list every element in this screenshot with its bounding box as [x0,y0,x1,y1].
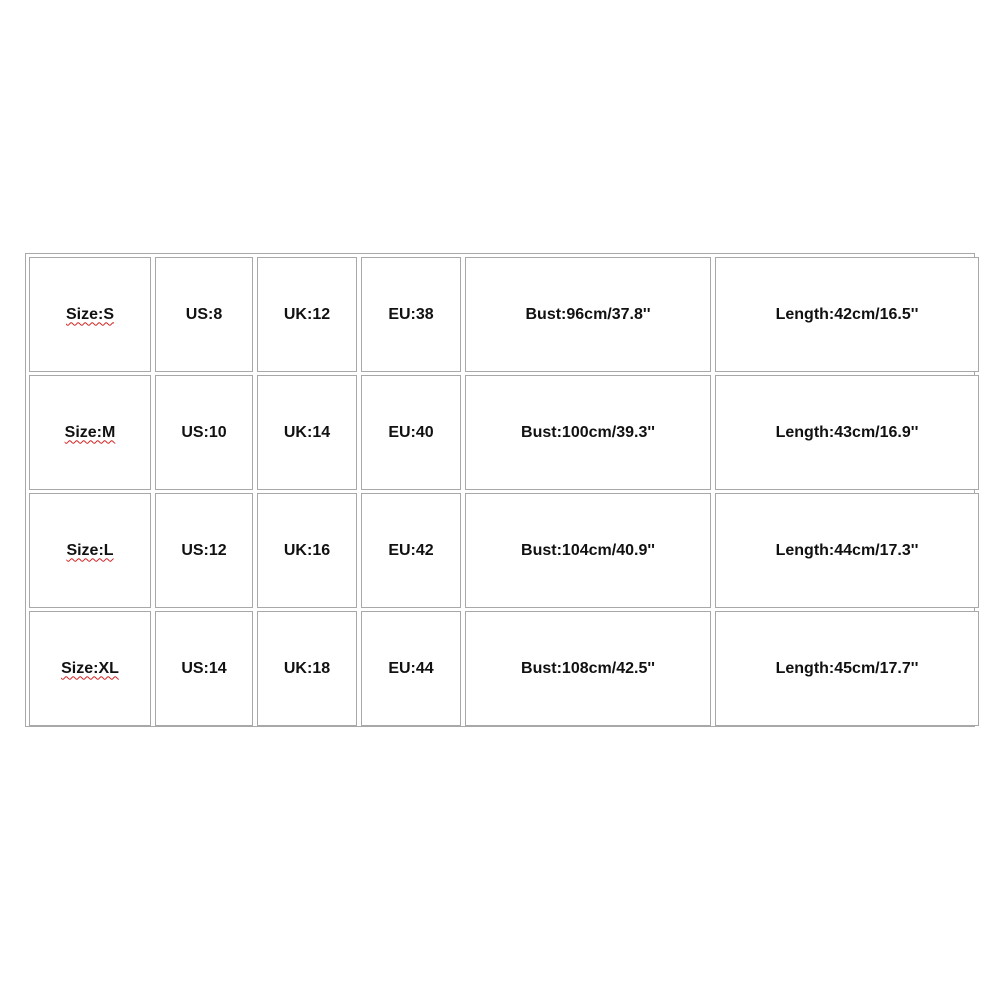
us-size-value: US:10 [181,423,227,441]
bust-cell [465,375,711,490]
length-value: Length:44cm/17.3'' [775,541,919,559]
eu-size-cell [361,375,461,490]
us-size-cell [155,493,253,608]
size-label: Size:XL [61,659,119,677]
us-size-value: US:8 [185,305,223,323]
bust-value: Bust:100cm/39.3'' [521,423,655,441]
bust-value: Bust:104cm/40.9'' [521,541,655,559]
uk-size-cell [257,375,357,490]
eu-size-value: EU:44 [388,659,434,677]
size-label: Size:M [64,423,116,441]
length-value: Length:45cm/17.7'' [775,659,919,677]
length-cell [715,611,979,726]
size-chart-grid [29,257,979,726]
bust-value: Bust:96cm/37.8'' [525,305,651,323]
length-cell [715,257,979,372]
uk-size-cell [257,493,357,608]
size-cell [29,257,151,372]
bust-cell [465,493,711,608]
size-label: Size:S [65,305,114,323]
length-cell [715,375,979,490]
uk-size-cell [257,257,357,372]
us-size-cell [155,375,253,490]
size-chart-table [25,253,975,727]
eu-size-value: EU:38 [388,305,434,323]
uk-size-value: UK:14 [283,423,331,441]
size-cell [29,611,151,726]
uk-size-value: UK:18 [283,659,331,677]
uk-size-cell [257,611,357,726]
us-size-cell [155,257,253,372]
bust-cell [465,611,711,726]
eu-size-cell [361,257,461,372]
size-cell [29,375,151,490]
bust-cell [465,257,711,372]
eu-size-value: EU:42 [388,541,434,559]
eu-size-value: EU:40 [388,423,434,441]
uk-size-value: UK:12 [283,305,331,323]
length-value: Length:43cm/16.9'' [775,423,919,441]
eu-size-cell [361,493,461,608]
us-size-cell [155,611,253,726]
eu-size-cell [361,611,461,726]
bust-value: Bust:108cm/42.5'' [521,659,655,677]
size-label: Size:L [66,541,114,559]
uk-size-value: UK:16 [283,541,331,559]
length-cell [715,493,979,608]
us-size-value: US:12 [181,541,227,559]
us-size-value: US:14 [181,659,227,677]
size-cell [29,493,151,608]
length-value: Length:42cm/16.5'' [775,305,919,323]
